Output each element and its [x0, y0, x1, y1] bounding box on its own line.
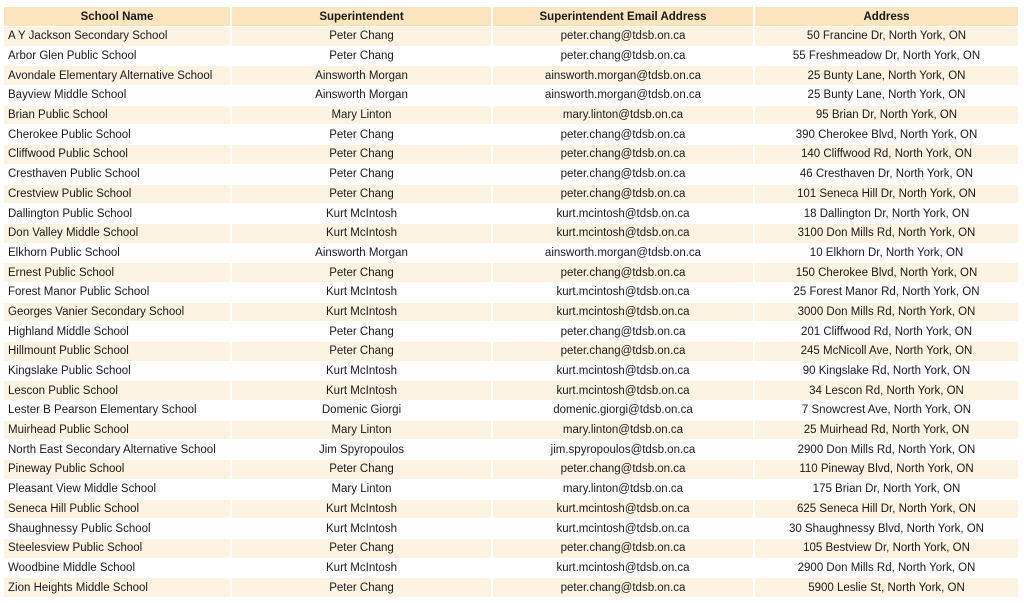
cell-superintendent: Kurt McIntosh — [232, 224, 493, 244]
cell-address: 110 Pineway Blvd, North York, ON — [755, 460, 1020, 480]
cell-email: peter.chang@tdsb.on.ca — [493, 125, 755, 145]
cell-superintendent: Peter Chang — [232, 185, 493, 205]
cell-superintendent: Domenic Giorgi — [232, 401, 493, 421]
cell-school-name: Cresthaven Public School — [4, 165, 232, 185]
table-row — [4, 244, 1020, 264]
table-row — [4, 27, 1020, 47]
cell-school-name: Hillmount Public School — [4, 342, 232, 362]
cell-email: peter.chang@tdsb.on.ca — [493, 460, 755, 480]
cell-email: peter.chang@tdsb.on.ca — [493, 47, 755, 67]
table-row — [4, 125, 1020, 145]
cell-email: kurt.mcintosh@tdsb.on.ca — [493, 224, 755, 244]
schools-table — [4, 7, 1020, 598]
cell-superintendent: Ainsworth Morgan — [232, 244, 493, 264]
cell-email: peter.chang@tdsb.on.ca — [493, 185, 755, 205]
cell-email: ainsworth.morgan@tdsb.on.ca — [493, 244, 755, 264]
cell-school-name: Lester B Pearson Elementary School — [4, 401, 232, 421]
cell-email: kurt.mcintosh@tdsb.on.ca — [493, 519, 755, 539]
cell-school-name: Kingslake Public School — [4, 362, 232, 382]
cell-email: peter.chang@tdsb.on.ca — [493, 539, 755, 559]
cell-address: 30 Shaughnessy Blvd, North York, ON — [755, 519, 1020, 539]
cell-email: ainsworth.morgan@tdsb.on.ca — [493, 66, 755, 86]
cell-school-name: Highland Middle School — [4, 322, 232, 342]
cell-school-name: Pleasant View Middle School — [4, 480, 232, 500]
cell-email: jim.spyropoulos@tdsb.on.ca — [493, 440, 755, 460]
cell-superintendent: Peter Chang — [232, 460, 493, 480]
cell-school-name: Crestview Public School — [4, 185, 232, 205]
cell-superintendent: Peter Chang — [232, 165, 493, 185]
cell-superintendent: Mary Linton — [232, 421, 493, 441]
header-email: Superintendent Email Address — [493, 7, 755, 27]
header-address: Address — [755, 7, 1020, 27]
cell-email: peter.chang@tdsb.on.ca — [493, 263, 755, 283]
cell-address: 25 Bunty Lane, North York, ON — [755, 86, 1020, 106]
cell-address: 5900 Leslie St, North York, ON — [755, 578, 1020, 598]
cell-school-name: Elkhorn Public School — [4, 244, 232, 264]
cell-address: 105 Bestview Dr, North York, ON — [755, 539, 1020, 559]
cell-email: peter.chang@tdsb.on.ca — [493, 342, 755, 362]
cell-address: 90 Kingslake Rd, North York, ON — [755, 362, 1020, 382]
cell-school-name: Don Valley Middle School — [4, 224, 232, 244]
cell-email: kurt.mcintosh@tdsb.on.ca — [493, 204, 755, 224]
cell-school-name: Georges Vanier Secondary School — [4, 303, 232, 323]
cell-school-name: Steelesview Public School — [4, 539, 232, 559]
table-row — [4, 480, 1020, 500]
table-row — [4, 165, 1020, 185]
cell-address: 25 Forest Manor Rd, North York, ON — [755, 283, 1020, 303]
cell-school-name: Woodbine Middle School — [4, 559, 232, 579]
header-row — [4, 7, 1020, 27]
cell-superintendent: Mary Linton — [232, 480, 493, 500]
cell-email: kurt.mcintosh@tdsb.on.ca — [493, 500, 755, 520]
cell-superintendent: Peter Chang — [232, 342, 493, 362]
cell-address: 2900 Don Mills Rd, North York, ON — [755, 440, 1020, 460]
cell-email: domenic.giorgi@tdsb.on.ca — [493, 401, 755, 421]
cell-email: mary.linton@tdsb.on.ca — [493, 106, 755, 126]
cell-superintendent: Peter Chang — [232, 539, 493, 559]
cell-school-name: Dallington Public School — [4, 204, 232, 224]
table-row — [4, 204, 1020, 224]
table-row — [4, 66, 1020, 86]
cell-address: 150 Cherokee Blvd, North York, ON — [755, 263, 1020, 283]
cell-address: 390 Cherokee Blvd, North York, ON — [755, 125, 1020, 145]
table-row — [4, 303, 1020, 323]
cell-school-name: North East Secondary Alternative School — [4, 440, 232, 460]
cell-email: mary.linton@tdsb.on.ca — [493, 421, 755, 441]
table-row — [4, 283, 1020, 303]
cell-address: 625 Seneca Hill Dr, North York, ON — [755, 500, 1020, 520]
cell-email: peter.chang@tdsb.on.ca — [493, 27, 755, 47]
cell-school-name: Seneca Hill Public School — [4, 500, 232, 520]
table-row — [4, 559, 1020, 579]
cell-email: mary.linton@tdsb.on.ca — [493, 480, 755, 500]
cell-address: 95 Brian Dr, North York, ON — [755, 106, 1020, 126]
cell-address: 101 Seneca Hill Dr, North York, ON — [755, 185, 1020, 205]
table-row — [4, 440, 1020, 460]
cell-superintendent: Jim Spyropoulos — [232, 440, 493, 460]
cell-school-name: Brian Public School — [4, 106, 232, 126]
cell-superintendent: Kurt McIntosh — [232, 303, 493, 323]
table-row — [4, 421, 1020, 441]
cell-school-name: Pineway Public School — [4, 460, 232, 480]
cell-address: 18 Dallington Dr, North York, ON — [755, 204, 1020, 224]
table-row — [4, 519, 1020, 539]
cell-email: kurt.mcintosh@tdsb.on.ca — [493, 303, 755, 323]
cell-email: kurt.mcintosh@tdsb.on.ca — [493, 559, 755, 579]
cell-school-name: Cherokee Public School — [4, 125, 232, 145]
cell-address: 175 Brian Dr, North York, ON — [755, 480, 1020, 500]
table-row — [4, 86, 1020, 106]
table-row — [4, 224, 1020, 244]
cell-address: 7 Snowcrest Ave, North York, ON — [755, 401, 1020, 421]
cell-address: 2900 Don Mills Rd, North York, ON — [755, 559, 1020, 579]
cell-school-name: Shaughnessy Public School — [4, 519, 232, 539]
cell-school-name: Avondale Elementary Alternative School — [4, 66, 232, 86]
table-row — [4, 342, 1020, 362]
cell-email: peter.chang@tdsb.on.ca — [493, 578, 755, 598]
cell-address: 25 Bunty Lane, North York, ON — [755, 66, 1020, 86]
cell-email: ainsworth.morgan@tdsb.on.ca — [493, 86, 755, 106]
cell-school-name: Forest Manor Public School — [4, 283, 232, 303]
cell-email: peter.chang@tdsb.on.ca — [493, 322, 755, 342]
cell-school-name: Zion Heights Middle School — [4, 578, 232, 598]
cell-email: kurt.mcintosh@tdsb.on.ca — [493, 381, 755, 401]
table-row — [4, 500, 1020, 520]
cell-superintendent: Kurt McIntosh — [232, 500, 493, 520]
cell-address: 34 Lescon Rd, North York, ON — [755, 381, 1020, 401]
cell-superintendent: Kurt McIntosh — [232, 283, 493, 303]
cell-address: 10 Elkhorn Dr, North York, ON — [755, 244, 1020, 264]
table-row — [4, 460, 1020, 480]
cell-address: 3100 Don Mills Rd, North York, ON — [755, 224, 1020, 244]
cell-address: 3000 Don Mills Rd, North York, ON — [755, 303, 1020, 323]
table-row — [4, 106, 1020, 126]
cell-superintendent: Peter Chang — [232, 578, 493, 598]
table-row — [4, 539, 1020, 559]
cell-school-name: Cliffwood Public School — [4, 145, 232, 165]
cell-superintendent: Ainsworth Morgan — [232, 66, 493, 86]
cell-school-name: Muirhead Public School — [4, 421, 232, 441]
table-row — [4, 47, 1020, 67]
cell-superintendent: Kurt McIntosh — [232, 381, 493, 401]
cell-superintendent: Peter Chang — [232, 47, 493, 67]
cell-address: 25 Muirhead Rd, North York, ON — [755, 421, 1020, 441]
table-row — [4, 322, 1020, 342]
cell-superintendent: Mary Linton — [232, 106, 493, 126]
table-row — [4, 401, 1020, 421]
cell-superintendent: Peter Chang — [232, 263, 493, 283]
cell-school-name: A Y Jackson Secondary School — [4, 27, 232, 47]
cell-school-name: Lescon Public School — [4, 381, 232, 401]
cell-address: 201 Cliffwood Rd, North York, ON — [755, 322, 1020, 342]
cell-school-name: Arbor Glen Public School — [4, 47, 232, 67]
cell-school-name: Ernest Public School — [4, 263, 232, 283]
table-row — [4, 145, 1020, 165]
cell-address: 245 McNicoll Ave, North York, ON — [755, 342, 1020, 362]
table-row — [4, 578, 1020, 598]
cell-address: 55 Freshmeadow Dr, North York, ON — [755, 47, 1020, 67]
table-body — [4, 27, 1020, 598]
cell-email: peter.chang@tdsb.on.ca — [493, 165, 755, 185]
header-superintendent: Superintendent — [232, 7, 493, 27]
cell-superintendent: Kurt McIntosh — [232, 559, 493, 579]
cell-superintendent: Kurt McIntosh — [232, 519, 493, 539]
cell-email: peter.chang@tdsb.on.ca — [493, 145, 755, 165]
cell-email: kurt.mcintosh@tdsb.on.ca — [493, 283, 755, 303]
table-row — [4, 381, 1020, 401]
cell-superintendent: Peter Chang — [232, 125, 493, 145]
table-row — [4, 185, 1020, 205]
table-row — [4, 362, 1020, 382]
cell-email: kurt.mcintosh@tdsb.on.ca — [493, 362, 755, 382]
cell-address: 140 Cliffwood Rd, North York, ON — [755, 145, 1020, 165]
cell-school-name: Bayview Middle School — [4, 86, 232, 106]
cell-address: 50 Francine Dr, North York, ON — [755, 27, 1020, 47]
cell-superintendent: Ainsworth Morgan — [232, 86, 493, 106]
cell-superintendent: Peter Chang — [232, 322, 493, 342]
cell-address: 46 Cresthaven Dr, North York, ON — [755, 165, 1020, 185]
cell-superintendent: Peter Chang — [232, 27, 493, 47]
cell-superintendent: Kurt McIntosh — [232, 204, 493, 224]
header-school-name: School Name — [4, 7, 232, 27]
cell-superintendent: Peter Chang — [232, 145, 493, 165]
table-row — [4, 263, 1020, 283]
cell-superintendent: Kurt McIntosh — [232, 362, 493, 382]
